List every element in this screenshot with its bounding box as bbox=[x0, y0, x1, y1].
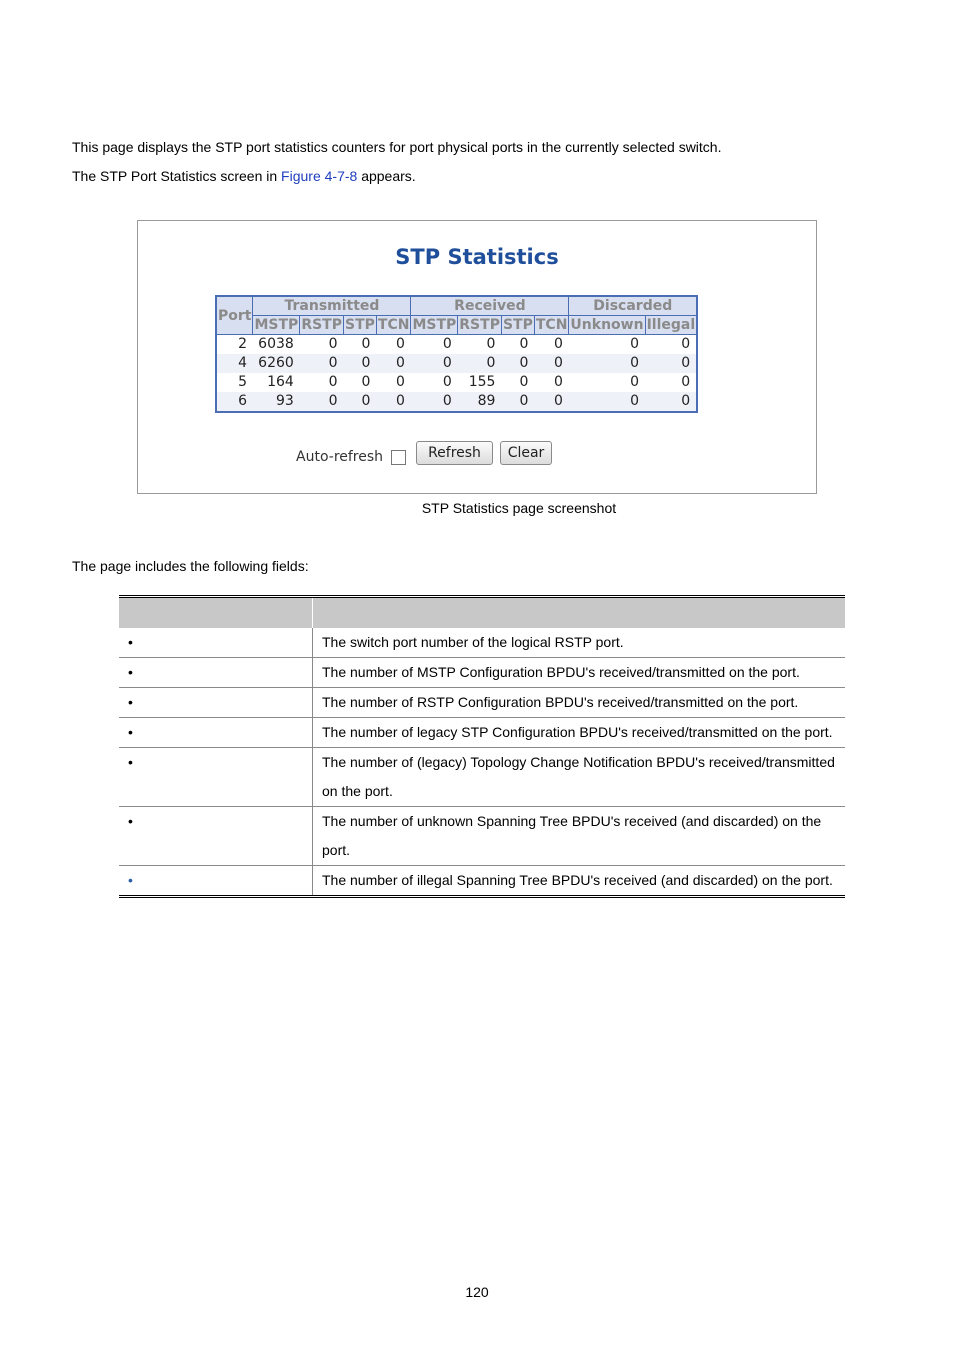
port-cell: 4 bbox=[216, 354, 253, 373]
field-description: The number of (legacy) Topology Change Notification BPDU's received/transmitted on the port. bbox=[313, 748, 846, 807]
bullet-icon: • bbox=[128, 754, 133, 770]
bullet-icon: • bbox=[128, 813, 133, 829]
counter-cell: 155 bbox=[458, 373, 502, 392]
counter-cell: 0 bbox=[458, 335, 502, 355]
table-row bbox=[216, 335, 697, 355]
counter-cell: 0 bbox=[300, 392, 344, 412]
screenshot-title: STP Statistics bbox=[395, 245, 559, 269]
counter-cell: 93 bbox=[253, 392, 300, 412]
field-description: The number of unknown Spanning Tree BPDU's received (and discarded) on the port. bbox=[313, 807, 846, 866]
field-description: The number of RSTP Configuration BPDU's received/transmitted on the port. bbox=[313, 688, 846, 718]
field-description: The switch port number of the logical RSTP port. bbox=[313, 628, 846, 658]
bullet-icon: • bbox=[128, 724, 133, 740]
intro-line-2-text: The STP Port Statistics screen in bbox=[72, 168, 282, 184]
column-header-stp: STP bbox=[345, 317, 375, 333]
counter-cell: 0 bbox=[411, 335, 458, 355]
column-header-rstp: RSTP bbox=[459, 317, 500, 333]
counter-cell: 0 bbox=[645, 373, 697, 392]
field-description: The number of legacy STP Configuration BPDU's received/transmitted on the port. bbox=[313, 718, 846, 748]
counter-cell: 0 bbox=[344, 373, 377, 392]
intro-line-1: This page displays the STP port statistics counters for port physical ports in the currently selected switch. bbox=[72, 139, 722, 155]
counter-cell: 0 bbox=[411, 373, 458, 392]
counter-cell: 0 bbox=[501, 335, 534, 355]
column-header-tcn: TCN bbox=[535, 317, 568, 333]
counter-cell: 0 bbox=[645, 354, 697, 373]
field-object-cell bbox=[119, 628, 313, 658]
counter-cell: 0 bbox=[569, 335, 645, 355]
column-header-illegal: Illegal bbox=[646, 317, 696, 333]
counter-cell: 0 bbox=[300, 373, 344, 392]
group-header-received: Received bbox=[411, 296, 569, 316]
column-header-stp: STP bbox=[502, 317, 533, 333]
intro-paragraph bbox=[72, 138, 721, 156]
intro-figure-reference bbox=[72, 167, 416, 185]
field-description: The number of illegal Spanning Tree BPDU's received (and discarded) on the port. bbox=[313, 866, 846, 897]
clear-button[interactable]: Clear bbox=[500, 441, 552, 465]
refresh-button[interactable]: Refresh bbox=[416, 441, 493, 465]
counter-cell: 0 bbox=[300, 335, 344, 355]
field-object-cell bbox=[119, 718, 313, 748]
field-object-cell bbox=[119, 658, 313, 688]
column-header-unknown: Unknown bbox=[570, 317, 644, 333]
field-object-cell bbox=[119, 866, 313, 897]
counter-cell: 0 bbox=[569, 392, 645, 412]
counter-cell: 0 bbox=[501, 392, 534, 412]
port-cell: 5 bbox=[216, 373, 253, 392]
counter-cell: 0 bbox=[376, 392, 411, 412]
field-object-cell bbox=[119, 688, 313, 718]
group-header-discarded: Discarded bbox=[569, 296, 697, 316]
field-row bbox=[119, 866, 845, 897]
auto-refresh-checkbox[interactable] bbox=[391, 450, 406, 465]
counter-cell: 0 bbox=[376, 354, 411, 373]
field-object-cell bbox=[119, 807, 313, 866]
bullet-icon: • bbox=[128, 872, 133, 888]
counter-cell: 0 bbox=[569, 354, 645, 373]
stp-statistics-screenshot bbox=[137, 220, 817, 494]
column-header-mstp: MSTP bbox=[412, 317, 457, 333]
field-row bbox=[119, 807, 845, 866]
intro-line-2-suffix: appears. bbox=[357, 168, 416, 184]
field-row bbox=[119, 718, 845, 748]
field-row bbox=[119, 688, 845, 718]
counter-cell: 89 bbox=[458, 392, 502, 412]
table-row bbox=[216, 392, 697, 412]
port-cell: 2 bbox=[216, 335, 253, 355]
counter-cell: 164 bbox=[253, 373, 300, 392]
fields-table-header bbox=[119, 597, 845, 629]
counter-cell: 0 bbox=[645, 335, 697, 355]
counter-cell: 0 bbox=[534, 354, 569, 373]
counter-cell: 0 bbox=[344, 354, 377, 373]
header-object-cell bbox=[119, 597, 313, 629]
table-row bbox=[216, 373, 697, 392]
page-number: 120 bbox=[465, 1284, 489, 1300]
field-description: The number of MSTP Configuration BPDU's received/transmitted on the port. bbox=[313, 658, 846, 688]
counter-cell: 0 bbox=[376, 373, 411, 392]
bullet-icon: • bbox=[128, 664, 133, 680]
port-header: Port bbox=[216, 296, 253, 335]
table-row bbox=[216, 354, 697, 373]
figure-caption: STP Statistics page screenshot bbox=[421, 500, 617, 516]
field-row bbox=[119, 748, 845, 807]
counter-cell: 0 bbox=[300, 354, 344, 373]
counter-cell: 6260 bbox=[253, 354, 300, 373]
stp-statistics-table bbox=[215, 295, 698, 413]
header-description-cell bbox=[313, 597, 846, 629]
counter-cell: 0 bbox=[344, 335, 377, 355]
fields-table bbox=[119, 595, 845, 898]
group-header-transmitted: Transmitted bbox=[253, 296, 411, 316]
counter-cell: 0 bbox=[458, 354, 502, 373]
counter-cell: 0 bbox=[501, 373, 534, 392]
counter-cell: 0 bbox=[344, 392, 377, 412]
field-row bbox=[119, 658, 845, 688]
column-header-mstp: MSTP bbox=[254, 317, 299, 333]
counter-cell: 0 bbox=[534, 392, 569, 412]
auto-refresh-label: Auto-refresh bbox=[296, 449, 384, 465]
counter-cell: 0 bbox=[534, 335, 569, 355]
counter-cell: 0 bbox=[569, 373, 645, 392]
counter-cell: 0 bbox=[534, 373, 569, 392]
field-row bbox=[119, 628, 845, 658]
counter-cell: 0 bbox=[376, 335, 411, 355]
counter-cell: 0 bbox=[645, 392, 697, 412]
field-object-cell bbox=[119, 748, 313, 807]
column-header-rstp: RSTP bbox=[301, 317, 342, 333]
figure-link[interactable]: Figure 4-7-8 bbox=[281, 168, 358, 184]
port-cell: 6 bbox=[216, 392, 253, 412]
bullet-icon: • bbox=[128, 634, 133, 650]
fields-intro: The page includes the following fields: bbox=[72, 558, 309, 574]
counter-cell: 0 bbox=[501, 354, 534, 373]
bullet-icon: • bbox=[128, 694, 133, 710]
counter-cell: 0 bbox=[411, 392, 458, 412]
column-header-tcn: TCN bbox=[377, 317, 410, 333]
counter-cell: 0 bbox=[411, 354, 458, 373]
counter-cell: 6038 bbox=[253, 335, 300, 355]
